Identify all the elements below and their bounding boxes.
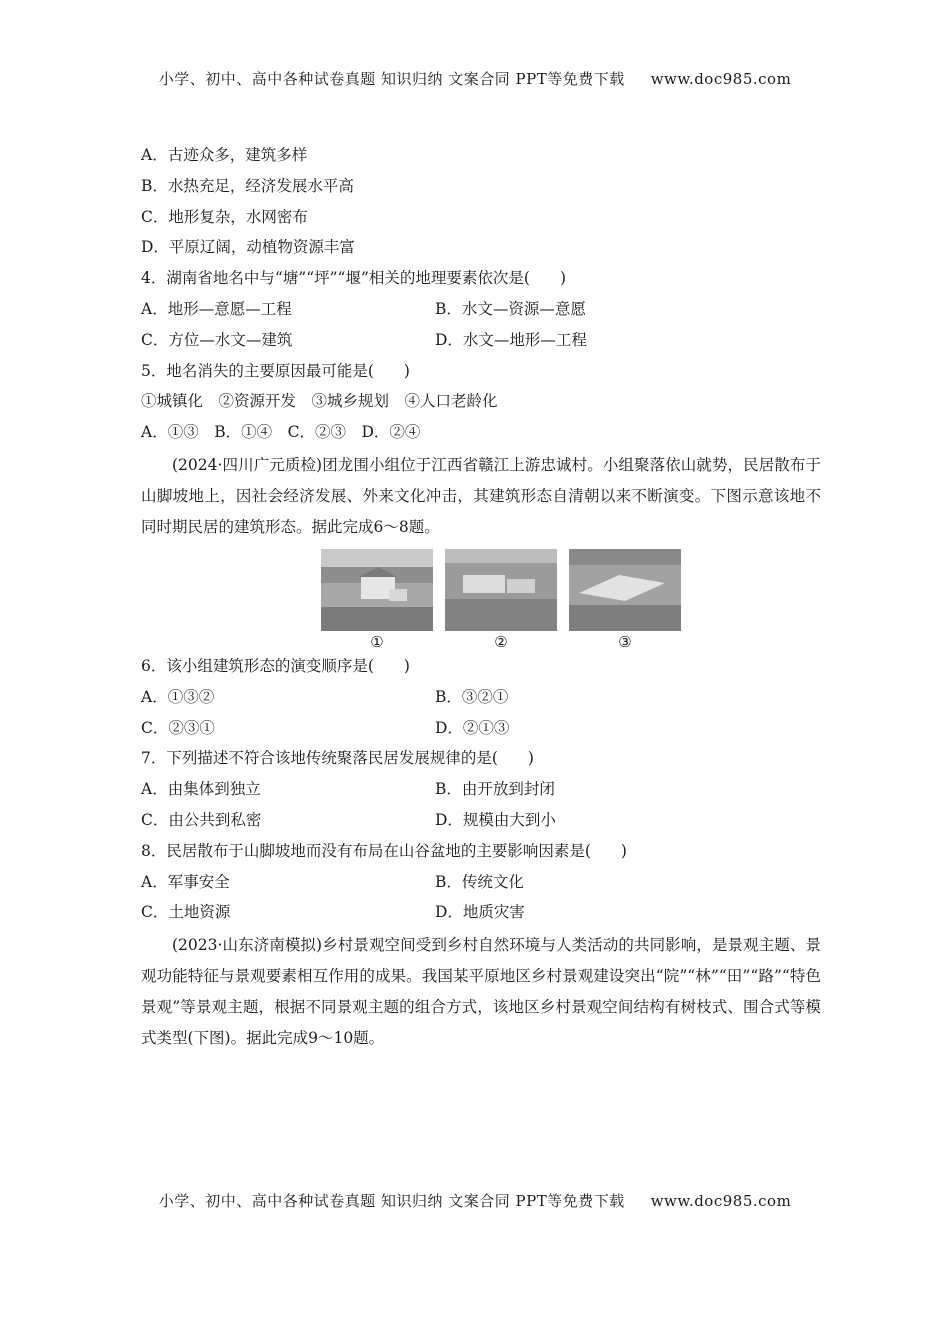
caption-1: ① (370, 632, 384, 651)
photo-1 (321, 549, 433, 631)
footer-text: 小学、初中、高中各种试卷真题 知识归纳 文案合同 PPT等免费下载 (158, 1192, 625, 1210)
passage-1: (2024·四川广元质检)团龙围小组位于江西省赣江上游忠诚村。小组聚落依山就势，民居散布于山脚坡地上，因社会经济发展、外来文化冲击，其建筑形态自清朝以来不断演变。下图示意该地不同时期民居的建筑形态。据此完成6～8题。 (141, 455, 821, 536)
q3-option-d: D．平原辽阔，动植物资源丰富 (141, 238, 355, 257)
q3-option-b: B．水热充足，经济发展水平高 (141, 176, 354, 195)
figure-photos (141, 549, 821, 651)
q8-option-a: A．军事安全 (141, 872, 230, 891)
q8-option-d: D．地质灾害 (435, 903, 525, 922)
q6-stem: 6．该小组建筑形态的演变顺序是( ) (141, 656, 410, 675)
figure-2 (445, 549, 557, 651)
photo-3 (569, 549, 681, 631)
q5-items: ①城镇化 ②资源开发 ③城乡规划 ④人口老龄化 (141, 392, 498, 411)
q7-options-row2 (141, 805, 821, 836)
figure-1 (321, 549, 433, 651)
q4-options-row1 (141, 294, 821, 325)
header-site[interactable]: www.doc985.com (650, 70, 792, 88)
q4-stem: 4．湖南省地名中与“塘”“坪”“堰”相关的地理要素依次是( ) (141, 269, 567, 288)
page-header (0, 68, 950, 89)
q4-option-b: B．水文—资源—意愿 (435, 299, 586, 318)
page-footer (0, 1190, 950, 1211)
caption-2: ② (494, 632, 508, 651)
page-content (141, 140, 821, 1054)
q7-option-d: D．规模由大到小 (435, 810, 556, 829)
q8-option-c: C．土地资源 (141, 903, 231, 922)
footer-site[interactable]: www.doc985.com (650, 1192, 792, 1210)
q8-options-row2 (141, 897, 821, 928)
q6-options-row1 (141, 682, 821, 713)
header-text: 小学、初中、高中各种试卷真题 知识归纳 文案合同 PPT等免费下载 (158, 70, 625, 88)
q3-option-c: C．地形复杂，水网密布 (141, 207, 308, 226)
q6-option-c: C．②③① (141, 718, 215, 737)
passage-2: (2023·山东济南模拟)乡村景观空间受到乡村自然环境与人类活动的共同影响，是景观主题、景观功能特征与景观要素相互作用的成果。我国某平原地区乡村景观建设突出“院”“林”“田”“路”“特色景观”等景观主题，根据不同景观主题的组合方式，该地区乡村景观空间结构有树枝式、围合式等模式类型(下图)。据此完成9～10题。 (141, 936, 821, 1048)
q7-options-row1 (141, 774, 821, 805)
q3-option-a: A．古迹众多，建筑多样 (141, 146, 308, 164)
q7-option-a: A．由集体到独立 (141, 780, 261, 799)
q4-option-d: D．水文—地形—工程 (435, 330, 587, 349)
photo-2 (445, 549, 557, 631)
q6-option-d: D．②①③ (435, 718, 510, 737)
q4-option-c: C．方位—水文—建筑 (141, 330, 293, 349)
q5-options: A．①③ B．①④ C．②③ D．②④ (141, 423, 421, 442)
q8-option-b: B．传统文化 (435, 872, 524, 891)
figure-3 (569, 549, 681, 651)
q6-option-a: A．①③② (141, 687, 215, 706)
q7-option-c: C．由公共到私密 (141, 810, 262, 829)
q8-stem: 8．民居散布于山脚坡地而没有布局在山谷盆地的主要影响因素是( ) (141, 841, 627, 860)
q4-options-row2 (141, 325, 821, 356)
caption-3: ③ (618, 632, 632, 651)
q4-option-a: A．地形—意愿—工程 (141, 299, 292, 318)
q7-stem: 7．下列描述不符合该地传统聚落民居发展规律的是( ) (141, 749, 534, 768)
q7-option-b: B．由开放到封闭 (435, 780, 555, 799)
q6-option-b: B．③②① (435, 687, 509, 706)
q6-options-row2 (141, 713, 821, 744)
q8-options-row1 (141, 867, 821, 898)
q5-stem: 5．地名消失的主要原因最可能是( ) (141, 361, 410, 380)
